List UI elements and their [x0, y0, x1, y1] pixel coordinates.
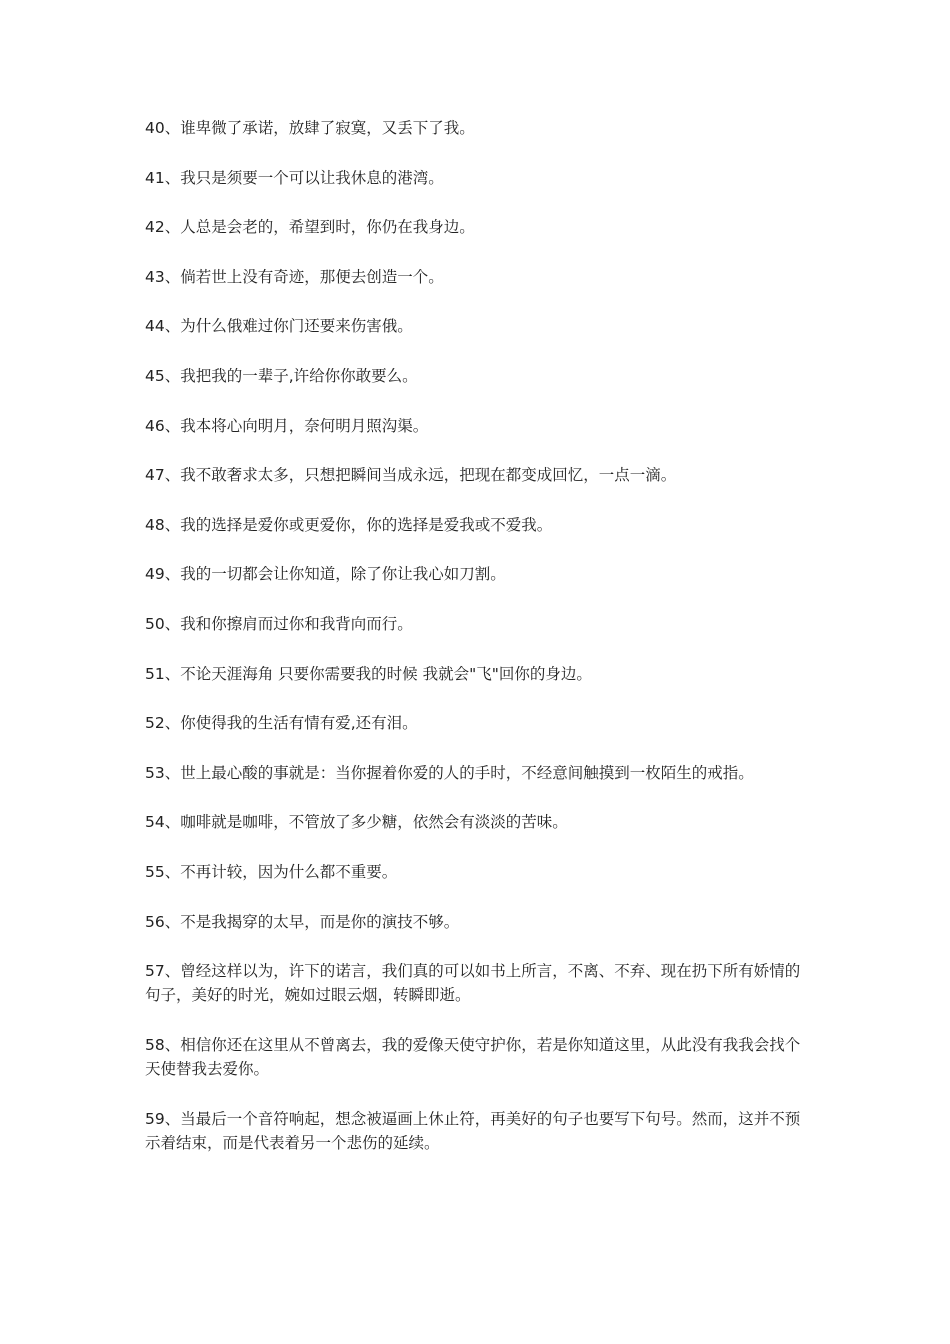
list-item: 43、倘若世上没有奇迹，那便去创造一个。: [145, 267, 444, 286]
list-item: 47、我不敢奢求太多，只想把瞬间当成永远，把现在都变成回忆，一点一滴。: [145, 466, 677, 485]
list-item: 53、世上最心酸的事就是：当你握着你爱的人的手时，不经意间触摸到一枚陌生的戒指。: [145, 763, 754, 782]
list-item: 57、曾经这样以为，许下的诺言，我们真的可以如书上所言，不离、不弃、现在扔下所有娇情的句子，美好的时光，婉如过眼云烟，转瞬即逝。: [145, 962, 801, 1005]
list-item: 56、不是我揭穿的太早，而是你的演技不够。: [145, 912, 460, 931]
list-item: 40、谁卑微了承诺，放肆了寂寞，又丢下了我。: [145, 119, 475, 137]
list-item: 46、我本将心向明月，奈何明月照沟渠。: [145, 416, 429, 435]
list-item: 52、你使得我的生活有情有爱,还有泪。: [145, 714, 418, 733]
list-item: 41、我只是须要一个可以让我休息的港湾。: [145, 168, 444, 187]
list-item: 54、咖啡就是咖啡，不管放了多少糖，依然会有淡淡的苦味。: [145, 813, 568, 832]
list-item: 48、我的选择是爱你或更爱你，你的选择是爱我或不爱我。: [145, 515, 553, 534]
list-item: 42、人总是会老的，希望到时，你仍在我身边。: [145, 218, 475, 237]
list-item: 50、我和你擦肩而过你和我背向而行。: [145, 614, 413, 633]
list-item: 44、为什么俄难过你门还要来伤害俄。: [145, 317, 413, 336]
list-item: 59、当最后一个音符响起，想念被逼画上休止符，再美好的句子也要写下句号。然而，这并不预示着结束，而是代表着另一个悲伤的延续。: [145, 1110, 801, 1153]
list-item: 58、相信你还在这里从不曾离去，我的爱像天使守护你，若是你知道这里，从此没有我我会找个天使替我去爱你。: [145, 1036, 801, 1079]
list-item: 49、我的一切都会让你知道，除了你让我心如刀割。: [145, 565, 506, 584]
list-item: 55、不再计较，因为什么都不重要。: [145, 862, 398, 881]
sentence-list: [145, 116, 807, 1181]
list-item: 45、我把我的一辈子,许给你你敢要么。: [145, 366, 418, 385]
list-item: 51、不论天涯海角 只要你需要我的时候 我就会"飞"回你的身边。: [145, 664, 592, 683]
